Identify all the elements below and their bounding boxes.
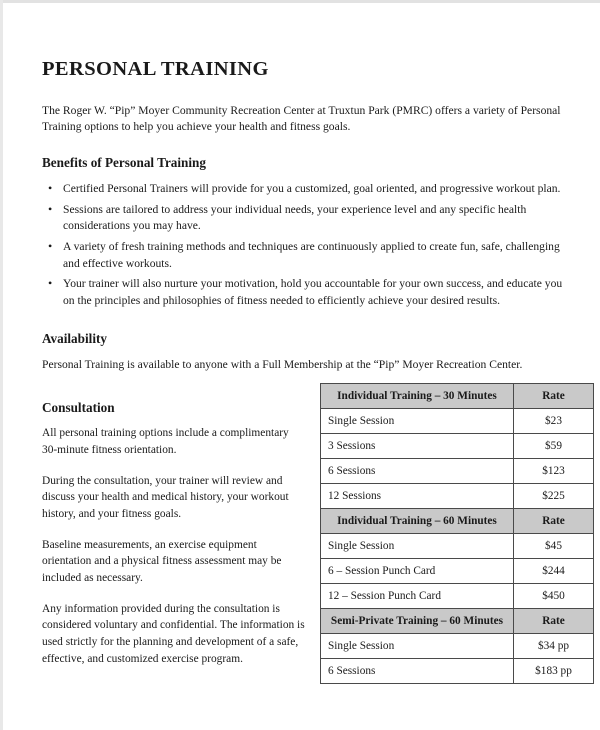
row-label: Single Session bbox=[321, 634, 514, 659]
table-row bbox=[321, 584, 594, 609]
list-item: • A variety of fresh training methods and techniques are continuously applied to create fun, safe, challenging and effective workouts. bbox=[42, 239, 563, 272]
list-item: • Sessions are tailored to address your individual needs, your experience level and any specific health considerations you may have. bbox=[42, 202, 563, 235]
row-rate: $34 pp bbox=[514, 634, 594, 659]
table-row bbox=[321, 409, 594, 434]
page-title: PERSONAL TRAINING bbox=[42, 58, 269, 80]
consultation-paragraph: During the consultation, your trainer will review and discuss your health and medical history, your workout history, and your fitness goals. bbox=[42, 474, 289, 521]
availability-text: Personal Training is available to anyone with a Full Membership at the “Pip” Moyer Recreation Center. bbox=[42, 358, 523, 372]
row-label: 6 Sessions bbox=[321, 459, 514, 484]
row-label: 6 – Session Punch Card bbox=[321, 559, 514, 584]
row-label: 3 Sessions bbox=[321, 434, 514, 459]
group-title: Semi-Private Training – 60 Minutes bbox=[321, 609, 514, 634]
row-rate: $23 bbox=[514, 409, 594, 434]
table-row bbox=[321, 434, 594, 459]
rate-column-header: Rate bbox=[514, 384, 594, 409]
table-row bbox=[321, 634, 594, 659]
row-label: Single Session bbox=[321, 534, 514, 559]
table-group-header bbox=[321, 384, 594, 409]
scan-edge-top bbox=[0, 0, 600, 3]
list-item: • Your trainer will also nurture your motivation, hold you accountable for your own success, and educate you on the principles and philosophies of fitness needed to efficiently achieve your desired results. bbox=[42, 276, 563, 309]
consultation-text-column bbox=[42, 425, 305, 667]
row-label: 6 Sessions bbox=[321, 659, 514, 684]
row-rate: $244 bbox=[514, 559, 594, 584]
scan-edge-left bbox=[0, 0, 3, 730]
table-row bbox=[321, 484, 594, 509]
consultation-heading: Consultation bbox=[42, 399, 115, 415]
table-group-header bbox=[321, 509, 594, 534]
consultation-paragraph: Any information provided during the consultation is considered voluntary and confidential. The information is used strictly for the planning and development of a safe, effective, and customized exercise program. bbox=[42, 602, 305, 665]
row-rate: $225 bbox=[514, 484, 594, 509]
availability-heading: Availability bbox=[42, 331, 107, 347]
group-title: Individual Training – 30 Minutes bbox=[321, 384, 514, 409]
row-label: 12 – Session Punch Card bbox=[321, 584, 514, 609]
rates-table bbox=[320, 383, 594, 684]
table-group-header bbox=[321, 609, 594, 634]
table-row bbox=[321, 559, 594, 584]
row-rate: $183 pp bbox=[514, 659, 594, 684]
table-row bbox=[321, 534, 594, 559]
table-row bbox=[321, 459, 594, 484]
table-row bbox=[321, 659, 594, 684]
consultation-paragraph: Baseline measurements, an exercise equipment orientation and a physical fitness assessment may be included as necessary. bbox=[42, 538, 282, 584]
row-label: Single Session bbox=[321, 409, 514, 434]
row-rate: $450 bbox=[514, 584, 594, 609]
row-label: 12 Sessions bbox=[321, 484, 514, 509]
row-rate: $45 bbox=[514, 534, 594, 559]
benefits-list bbox=[42, 181, 563, 309]
group-title: Individual Training – 60 Minutes bbox=[321, 509, 514, 534]
rate-column-header: Rate bbox=[514, 609, 594, 634]
consultation-paragraph: All personal training options include a complimentary 30-minute fitness orientation. bbox=[42, 427, 289, 457]
benefits-heading: Benefits of Personal Training bbox=[42, 155, 206, 171]
rate-column-header: Rate bbox=[514, 509, 594, 534]
availability-section bbox=[42, 331, 563, 373]
intro-paragraph: The Roger W. “Pip” Moyer Community Recreation Center at Truxtun Park (PMRC) offers a variety of Personal Training options to help you achieve your health and fitness goals. bbox=[42, 103, 561, 133]
list-item: • Certified Personal Trainers will provide for you a customized, goal oriented, and progressive workout plan. bbox=[42, 181, 563, 198]
row-rate: $59 bbox=[514, 434, 594, 459]
row-rate: $123 bbox=[514, 459, 594, 484]
